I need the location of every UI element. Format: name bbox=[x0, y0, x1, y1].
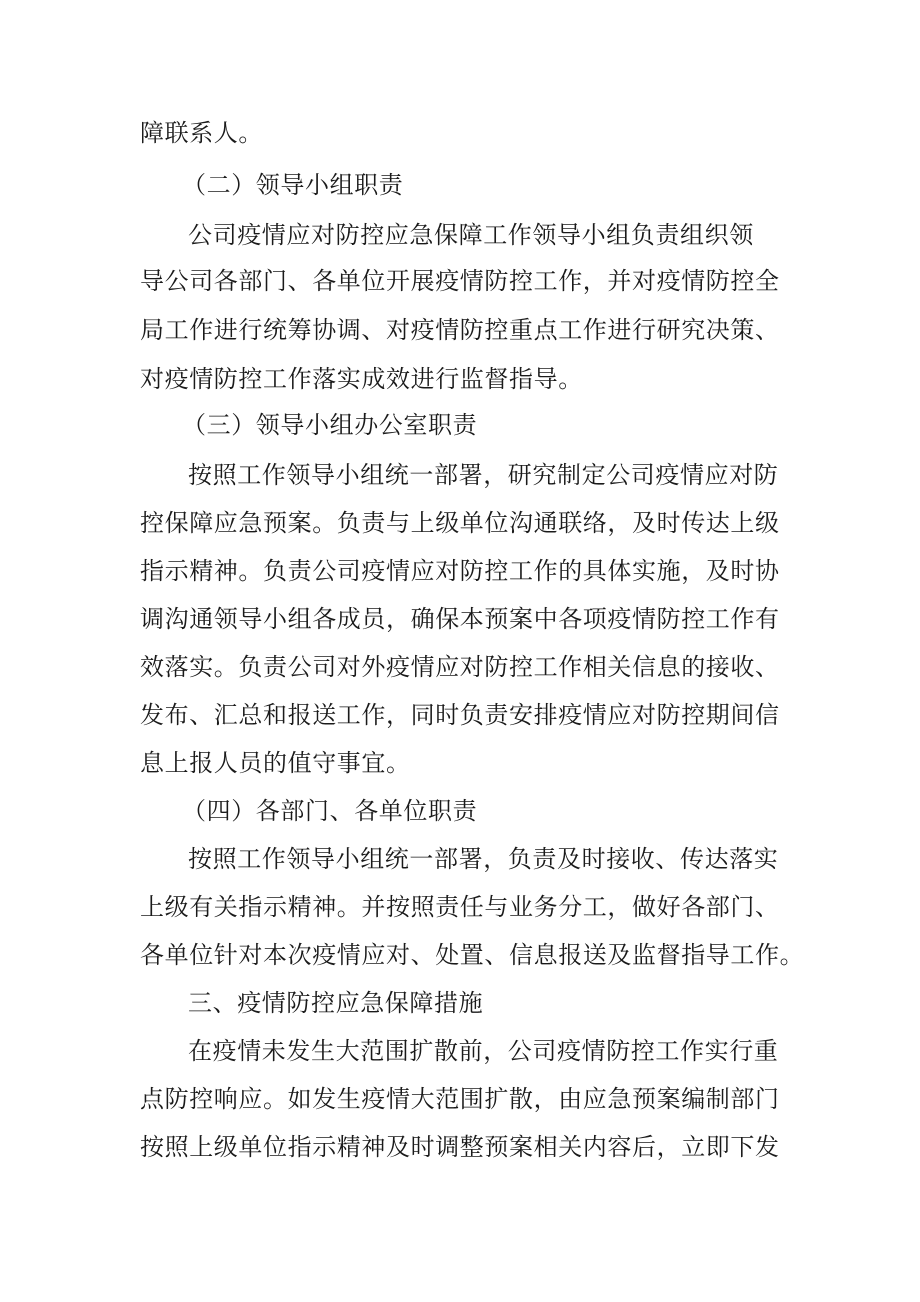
text-line: 效落实。负责公司对外疫情应对防控工作相关信息的接收、 bbox=[140, 653, 780, 681]
section-heading: （二）领导小组职责 bbox=[182, 171, 404, 199]
text-line: 控保障应急预案。负责与上级单位沟通联络，及时传达上级 bbox=[140, 509, 780, 537]
section-heading: （三）领导小组办公室职责 bbox=[182, 411, 478, 439]
text-line: 点防控响应。如发生疫情大范围扩散，由应急预案编制部门 bbox=[140, 1085, 780, 1113]
section-heading: （四）各部门、各单位职责 bbox=[182, 797, 478, 825]
text-line: 局工作进行统筹协调、对疫情防控重点工作进行研究决策、 bbox=[140, 316, 780, 344]
section-heading: 三、疫情防控应急保障措施 bbox=[188, 989, 484, 1017]
text-line: 对疫情防控工作落实成效进行监督指导。 bbox=[140, 365, 583, 393]
text-line: 导公司各部门、各单位开展疫情防控工作，并对疫情防控全 bbox=[140, 267, 780, 295]
text-line: 指示精神。负责公司疫情应对防控工作的具体实施，及时协 bbox=[140, 557, 780, 585]
text-line: 息上报人员的值守事宜。 bbox=[140, 749, 411, 777]
text-line: 上级有关指示精神。并按照责任与业务分工，做好各部门、 bbox=[140, 893, 780, 921]
text-line: 在疫情未发生大范围扩散前，公司疫情防控工作实行重 bbox=[188, 1037, 779, 1065]
text-line: 障联系人。 bbox=[140, 119, 263, 147]
text-line: 公司疫情应对防控应急保障工作领导小组负责组织领 bbox=[188, 221, 754, 249]
text-line: 调沟通领导小组各成员，确保本预案中各项疫情防控工作有 bbox=[140, 605, 780, 633]
text-line: 各单位针对本次疫情应对、处置、信息报送及监督指导工作。 bbox=[140, 941, 805, 969]
text-line: 发布、汇总和报送工作，同时负责安排疫情应对防控期间信 bbox=[140, 701, 780, 729]
text-line: 按照工作领导小组统一部署，负责及时接收、传达落实 bbox=[188, 845, 779, 873]
text-line: 按照工作领导小组统一部署，研究制定公司疫情应对防 bbox=[188, 461, 779, 489]
text-line: 按照上级单位指示精神及时调整预案相关内容后，立即下发 bbox=[140, 1133, 780, 1161]
